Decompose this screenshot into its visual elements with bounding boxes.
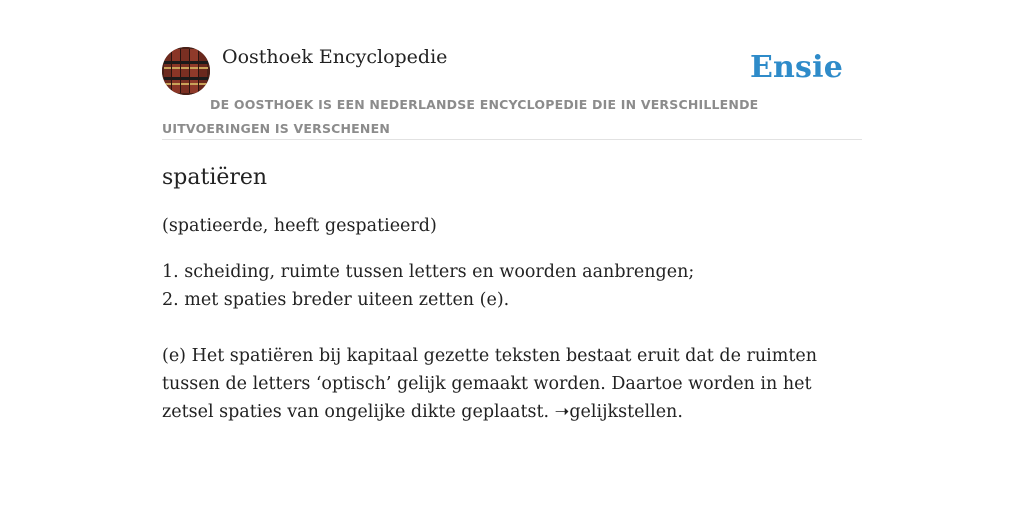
entry-content <box>162 160 862 426</box>
header <box>162 0 862 140</box>
note-text: (e) Het spatiëren bij kapitaal gezette teksten bestaat eruit dat de ruimten tussen de letters ‘optisch’ gelijk gemaakt worden. Daartoe worden in het zetsel spaties van ongelijke dikte geplaatst. <box>162 346 818 422</box>
list-item: 2. met spaties breder uiteen zetten (e). <box>162 290 510 310</box>
entry-senses <box>162 258 862 314</box>
note-end: . <box>677 402 683 422</box>
entry-grammar: (spatieerde, heeft gespatieerd) <box>162 216 437 236</box>
see-also-link[interactable] <box>555 402 678 422</box>
entry-note <box>162 342 862 426</box>
entry-headword: spatiëren <box>162 165 268 190</box>
list-item: 1. scheiding, ruimte tussen letters en woorden aanbrengen; <box>162 262 695 282</box>
ensie-logo-link[interactable]: Ensie <box>749 50 843 85</box>
site-name-link[interactable]: Oosthoek Encyclopedie <box>222 46 448 68</box>
site-tagline: DE OOSTHOEK IS EEN NEDERLANDSE ENCYCLOPEDIE DIE IN VERSCHILLENDE UITVOERINGEN IS VERSCHENEN <box>162 97 759 136</box>
see-also-label: gelijkstellen <box>569 402 678 422</box>
book-spines-avatar-icon[interactable] <box>162 47 210 95</box>
page <box>162 0 862 512</box>
arrow-right-icon: ➝ <box>554 402 570 422</box>
